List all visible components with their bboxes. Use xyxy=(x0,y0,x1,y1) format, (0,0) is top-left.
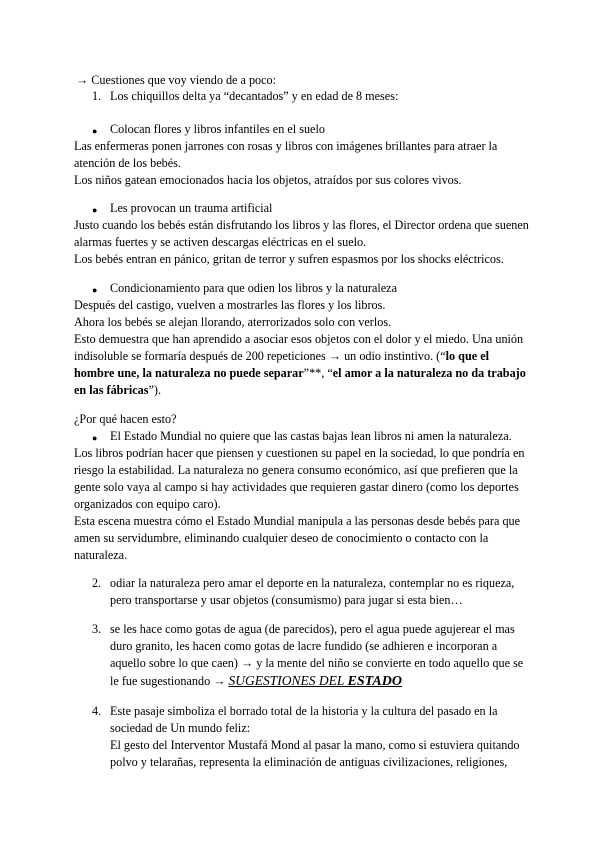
estado-text: ESTADO xyxy=(347,674,402,689)
item-2-number: 2. xyxy=(92,576,102,590)
paragraph-line: se les hace como gotas de agua (de parecidos), pero el agua puede agujerear el mas xyxy=(110,622,515,636)
bold-quote: el amor a la naturaleza no da trabajo xyxy=(332,366,526,380)
item-3-number: 3. xyxy=(92,622,102,636)
paragraph-line: organizados con equipo caro). xyxy=(74,497,221,511)
bullet-heading-1: Colocan flores y libros infantiles en el suelo xyxy=(110,122,325,136)
paragraph-line: Ahora los bebés se alejan llorando, aterrorizados solo con verlos. xyxy=(74,315,392,329)
paragraph-line: atención de los bebés. xyxy=(74,156,181,170)
paragraph-line: Las enfermeras ponen jarrones con rosas y libros con imágenes brillantes para atraer la xyxy=(74,139,498,153)
bullet-icon: ● xyxy=(92,433,98,443)
bullet-icon: ● xyxy=(92,285,98,295)
quote-lead: indisoluble se formaría después de 200 repeticiones → un odio instintivo. (“ xyxy=(74,349,446,363)
paragraph-line: sociedad de Un mundo feliz: xyxy=(110,721,251,735)
paragraph-line: pero transportarse y usar objetos (consumismo) para jugar si esta bien… xyxy=(110,593,463,607)
bold-quote: lo que el xyxy=(445,349,489,363)
bold-quote: hombre une, la naturaleza no puede separar xyxy=(74,366,304,380)
paragraph-line xyxy=(74,365,526,382)
paragraph-line: gente solo vaya al campo si hay actividades que requieren gastar dinero (como los deportes xyxy=(74,480,519,494)
bold-quote: en las fábricas xyxy=(74,383,149,397)
paragraph-line xyxy=(110,672,402,690)
item-1-text: Los chiquillos delta ya “decantados” y en edad de 8 meses: xyxy=(110,89,399,103)
bullet-icon: ● xyxy=(92,126,98,136)
sugestion-lead: le fue sugestionando → xyxy=(110,674,229,688)
paragraph-line: riesgo la estabilidad. La naturaleza no genera consumo económico, así que prefieren que la xyxy=(74,463,518,477)
paragraph-line xyxy=(74,348,489,365)
sugestiones-text: SUGESTIONES DEL xyxy=(228,673,348,688)
paragraph-line: Este pasaje simboliza el borrado total de la historia y la cultura del pasado en la xyxy=(110,704,498,718)
paragraph-line: Justo cuando los bebés están disfrutando los libros y las flores, el Director ordena que suenen xyxy=(74,218,529,232)
paragraph-line: aquello sobre lo que caen) → y la mente del niño se convierte en todo aquello que se xyxy=(110,656,524,670)
bullet-icon: ● xyxy=(92,205,98,215)
sugestiones-heading xyxy=(228,673,401,688)
paragraph-line xyxy=(74,382,161,399)
paragraph-line: El gesto del Interventor Mustafá Mond al pasar la mano, como si estuviera quitando xyxy=(110,738,520,752)
quote-separator: ”**, “ xyxy=(303,366,333,380)
paragraph-line: Esto demuestra que han aprendido a asociar esos objetos con el dolor y el miedo. Una unión xyxy=(74,332,524,346)
paragraph-line: Los bebés entran en pánico, gritan de terror y sufren espasmos por los shocks eléctricos. xyxy=(74,252,504,266)
item-4-number: 4. xyxy=(92,704,102,718)
quote-end: ”). xyxy=(148,383,161,397)
paragraph-line: Esta escena muestra cómo el Estado Mundial manipula a las personas desde bebés para que xyxy=(74,514,521,528)
paragraph-line: amen su servidumbre, eliminando cualquier deseo de conocimiento o contacto con la xyxy=(74,531,489,545)
bullet-why: El Estado Mundial no quiere que las castas bajas lean libros ni amen la naturaleza. xyxy=(110,429,512,443)
paragraph-line: Los niños gatean emocionados hacia los objetos, atraídos por sus colores vivos. xyxy=(74,173,462,187)
paragraph-line: alarmas fuertes y se activen descargas eléctricas en el suelo. xyxy=(74,235,367,249)
bullet-heading-3: Condicionamiento para que odien los libros y la naturaleza xyxy=(110,281,397,295)
intro-line: → Cuestiones que voy viendo de a poco: xyxy=(76,73,277,87)
bullet-heading-2: Les provocan un trauma artificial xyxy=(110,201,273,215)
section-question: ¿Por qué hacen esto? xyxy=(74,412,177,426)
paragraph-line: naturaleza. xyxy=(74,548,128,562)
paragraph-line: odiar la naturaleza pero amar el deporte en la naturaleza, contemplar no es riqueza, xyxy=(110,576,515,590)
paragraph-line: duro granito, les hacen como gotas de lacre fundido (se adhieren e incorporan a xyxy=(110,639,498,653)
paragraph-line: polvo y telarañas, representa la eliminación de antiguas civilizaciones, religiones, xyxy=(110,755,508,769)
item-1-number: 1. xyxy=(92,89,102,103)
paragraph-line: Después del castigo, vuelven a mostrarles las flores y los libros. xyxy=(74,298,386,312)
paragraph-line: Los libros podrían hacer que piensen y cuestionen su papel en la sociedad, lo que pondría en xyxy=(74,446,525,460)
